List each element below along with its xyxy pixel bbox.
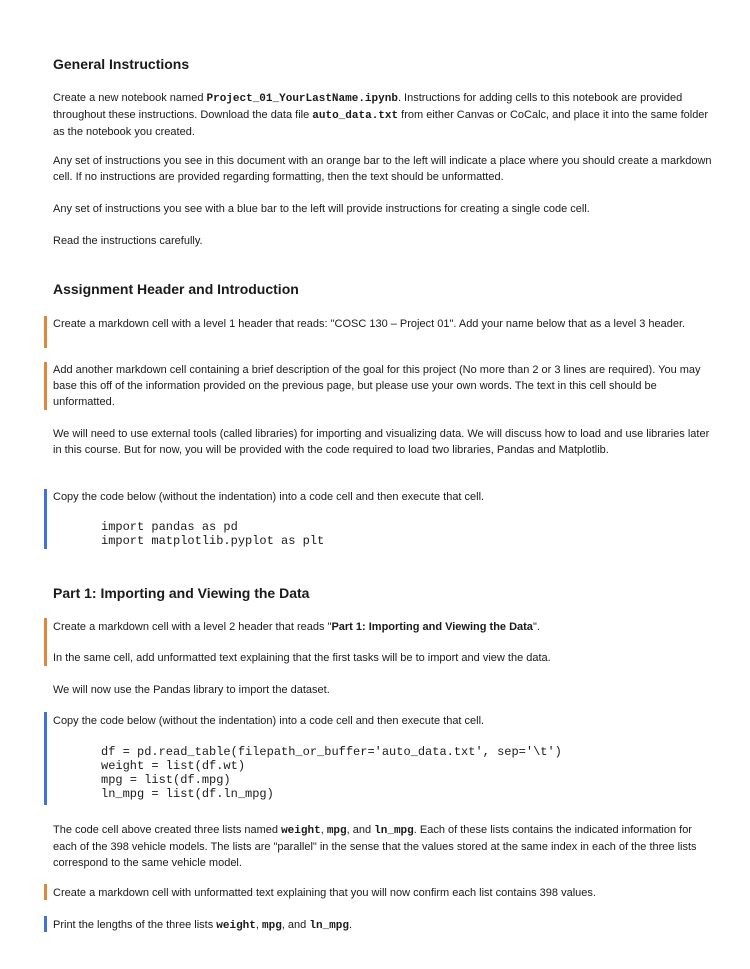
text: ". <box>532 621 540 633</box>
text: from either Canvas or CoCalc, and place it into the same folder as the notebook you created. <box>53 109 709 138</box>
var-weight: weight <box>216 920 256 932</box>
var-weight: weight <box>281 825 321 837</box>
text: Print the lengths of the three lists <box>53 919 217 931</box>
markdown-cell-bar <box>44 618 47 666</box>
general-paragraph-3: Any set of instructions you see with a blue bar to the left will provide instructions for creating a single code cell. <box>53 203 590 215</box>
part1-paragraph-3: We will now use the Pandas library to import the dataset. <box>53 684 330 696</box>
text: . Instructions for adding cells to this notebook are provided throughout these instructions. Download the data file <box>53 92 683 121</box>
notebook-filename: Project_01_YourLastName.ipynb <box>206 93 398 105</box>
section-heading-part1: Part 1: Importing and Viewing the Data <box>53 585 310 601</box>
text: , and <box>346 824 375 836</box>
general-paragraph-2: Any set of instructions you see in this document with an orange bar to the left will indicate a place where you should create a markdown cell. If no instructions are provided regarding formatting, then the text should be unformatted. <box>53 155 712 183</box>
header-paragraph-1: Create a markdown cell with a level 1 header that reads: "COSC 130 – Project 01". Add your name below that as a level 3 header. <box>53 318 686 330</box>
markdown-cell-bar <box>44 362 47 410</box>
text: Create a new notebook named <box>53 92 207 104</box>
text: , <box>255 919 262 931</box>
text: , <box>320 824 327 836</box>
code-block-read-table: df = pd.read_table(filepath_or_buffer='auto_data.txt', sep='\t') weight = list(df.wt) mpg = list(df.mpg) ln_mpg = list(df.ln_mpg) <box>101 745 562 801</box>
text: . <box>348 919 353 931</box>
header-paragraph-4: Copy the code below (without the indentation) into a code cell and then execute that cell. <box>53 491 485 503</box>
part1-paragraph-7 <box>53 917 713 934</box>
text: The code cell above created three lists named <box>53 824 282 836</box>
part1-paragraph-6: Create a markdown cell with unformatted text explaining that you will now confirm each list contains 398 values. <box>53 887 596 899</box>
part1-paragraph-2: In the same cell, add unformatted text explaining that the first tasks will be to import and view the data. <box>53 652 551 664</box>
general-paragraph-4: Read the instructions carefully. <box>53 235 203 247</box>
part1-paragraph-1 <box>53 619 713 635</box>
data-filename: auto_data.txt <box>312 110 399 122</box>
var-mpg: mpg <box>326 825 347 837</box>
header-text: Part 1: Importing and Viewing the Data <box>331 621 533 633</box>
markdown-cell-bar <box>44 884 47 900</box>
header-paragraph-2: Add another markdown cell containing a brief description of the goal for this project (No more than 2 or 3 lines are required). You may base this off of the information provided on the previous page, but please use your own words. The text in this cell should be unformatted. <box>53 364 701 408</box>
header-paragraph-3: We will need to use external tools (called libraries) for importing and visualizing data. We will discuss how to load and use libraries later in this course. But for now, you will be provided with the code required to load two libraries, Pandas and Matplotlib. <box>53 428 710 456</box>
section-heading-general: General Instructions <box>53 56 190 72</box>
general-paragraph-1 <box>53 90 713 140</box>
section-heading-header: Assignment Header and Introduction <box>53 281 299 297</box>
var-ln-mpg: ln_mpg <box>374 825 414 837</box>
markdown-cell-bar <box>44 316 47 348</box>
code-cell-bar <box>44 916 47 932</box>
code-cell-bar <box>44 712 47 805</box>
code-cell-bar <box>44 489 47 549</box>
part1-paragraph-5 <box>53 822 713 871</box>
part1-paragraph-4: Copy the code below (without the indentation) into a code cell and then execute that cell. <box>53 715 485 727</box>
var-ln-mpg: ln_mpg <box>309 920 349 932</box>
var-mpg: mpg <box>262 920 282 932</box>
text: Create a markdown cell with a level 2 header that reads " <box>53 621 332 633</box>
text: , and <box>281 919 310 931</box>
text: . Each of these lists contains the indicated information for each of the 398 vehicle models. The lists are "parallel" in the sense that the values stored at the same index in each of the three lists correspond to the same vehicle model. <box>53 824 697 869</box>
code-block-imports: import pandas as pd import matplotlib.pyplot as plt <box>101 520 325 548</box>
